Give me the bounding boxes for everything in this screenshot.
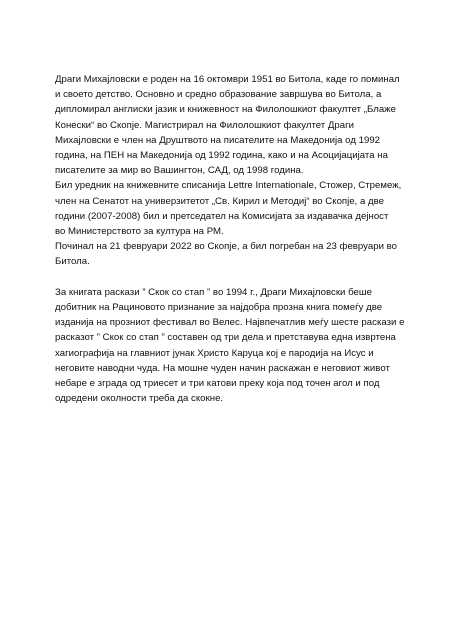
text-line: Конески“ во Скопје. Магистрирал на Филолошкиот факултет Драги bbox=[55, 119, 355, 131]
text-line: Починал на 21 февруари 2022 во Скопје, а бил погребан на 23 февруари во bbox=[55, 241, 398, 253]
text-line: За книгата раскази ” Скок со стап ” во 1994 г., Драги Михајловски беше bbox=[55, 286, 372, 298]
text-line: небаре е зграда од триесет и три катови преку која под точен агол и под bbox=[55, 378, 380, 390]
text-line: писателите за мир во Вашингтон, САД, од 1998 година. bbox=[55, 165, 304, 177]
text-line: во Министерството за култура на РМ. bbox=[55, 226, 224, 238]
book-paragraph bbox=[55, 285, 417, 407]
biography-paragraph bbox=[55, 72, 417, 178]
text-line: изданија на прозниот фестивал во Велес. Највпечатлив меѓу шесте раскази е bbox=[55, 317, 405, 329]
text-line: хагиографија на главниот јунак Христо Каруца кој е пародија на Исус и bbox=[55, 347, 374, 359]
text-line: години (2007-2008) бил и претседател на Комисијата за издавачка дејност bbox=[55, 210, 389, 222]
text-line: Михајловски е член на Друштвото на писателите на Македонија од 1992 bbox=[55, 134, 381, 146]
text-line: добитник на Рациновото признание за најдобра прозна книга помеѓу две bbox=[55, 302, 383, 314]
death-paragraph bbox=[55, 239, 417, 269]
text-line: Бил уредник на книжевните списанија Lettre Internationale, Стожер, Стремеж, bbox=[55, 180, 402, 192]
text-line: и своето детство. Основно и средно образование завршува во Битола, а bbox=[55, 89, 382, 101]
paragraph-spacer bbox=[55, 270, 417, 285]
text-line: член на Сенатот на универзитетот „Св. Кирил и Методиј“ во Скопје, а две bbox=[55, 195, 385, 207]
text-line: Битола. bbox=[55, 256, 90, 268]
editor-career-paragraph bbox=[55, 178, 417, 239]
text-line: Драги Михајловски е роден на 16 октомври 1951 во Битола, каде го поминал bbox=[55, 74, 400, 85]
text-line: неговите наводни чуда. На мошне чуден начин раскажан е неговиот живот bbox=[55, 362, 390, 374]
document-body bbox=[55, 72, 417, 406]
text-line: одредени околности треба да скокне. bbox=[55, 393, 224, 405]
text-line: година, на ПЕН на Македонија од 1992 година, како и на Асоцијацијата на bbox=[55, 150, 388, 162]
text-line: расказот ” Скок со стап ” составен од три дела и претставува една извртена bbox=[55, 332, 396, 344]
text-line: дипломирал англиски јазик и книжевност на Филолошкиот факултет „Блаже bbox=[55, 104, 396, 116]
